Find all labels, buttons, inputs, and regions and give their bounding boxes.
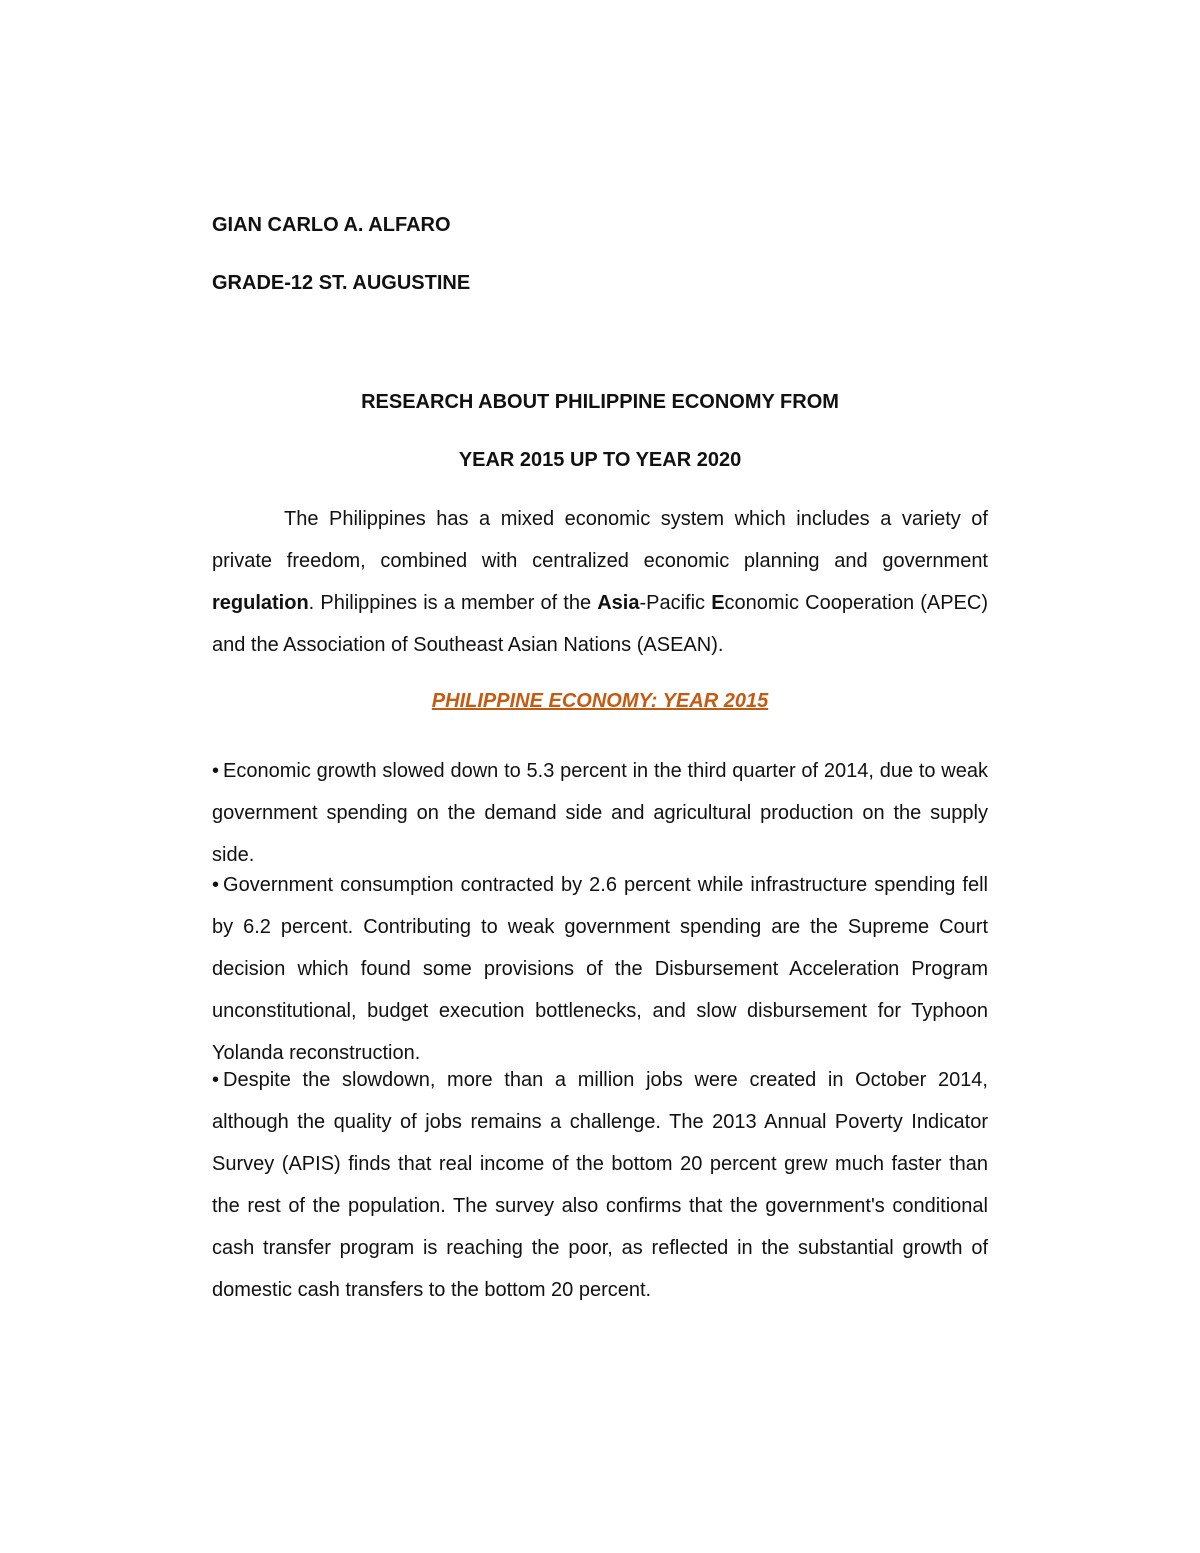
document-title-line-2: YEAR 2015 UP TO YEAR 2020 — [458, 449, 742, 471]
section-heading: PHILIPPINE ECONOMY: YEAR 2015 — [431, 690, 769, 712]
bullet-icon: • — [212, 874, 220, 896]
intro-text-4: conomic Cooperation (APEC) and the Association of Southeast Asian Nations (ASEAN). — [212, 592, 988, 656]
bullet-text-3: Despite the slowdown, more than a million jobs were created in October 2014, although the quality of jobs remains a challenge. The 2013 Annual Poverty Indicator Survey (APIS) finds that real income of the bottom 20 percent grew much faster than the rest of the population. The survey also confirms that the government's conditional cash transfer program is reaching the poor, as reflected in the substantial growth of domestic cash transfers to the bottom 20 percent. — [212, 1069, 988, 1301]
bullet-text-1: Economic growth slowed down to 5.3 percent in the third quarter of 2014, due to weak government spending on the demand side and agricultural production on the supply side. — [212, 760, 988, 866]
bullet-paragraph-2 — [212, 864, 988, 1074]
bullet-text-2: Government consumption contracted by 2.6 percent while infrastructure spending fell by 6.2 percent. Contributing to weak government spending are the Supreme Court decision which found some provisions of the Disbursement Acceleration Program unconstitutional, budget execution bottlenecks, and slow disbursement for Typhoon Yolanda reconstruction. — [212, 874, 988, 1064]
bullet-paragraph-1 — [212, 750, 988, 876]
intro-text-3: -Pacific — [639, 592, 712, 614]
intro-bold-asia: Asia — [597, 592, 640, 614]
intro-bold-e: E — [711, 592, 725, 614]
bullet-paragraph-3 — [212, 1059, 988, 1311]
author-grade-section: GRADE-12 ST. AUGUSTINE — [212, 272, 471, 294]
intro-text-1: The Philippines has a mixed economic system which includes a variety of private freedom, combined with centralized economic planning and government — [212, 508, 988, 572]
bullet-icon: • — [212, 760, 220, 782]
bullet-icon: • — [212, 1069, 220, 1091]
author-name: GIAN CARLO A. ALFARO — [212, 214, 451, 236]
intro-text-2: . Philippines is a member of the — [308, 592, 598, 614]
intro-paragraph — [212, 498, 988, 666]
intro-bold-regulation: regulation — [212, 592, 309, 614]
document-title-line-1: RESEARCH ABOUT PHILIPPINE ECONOMY FROM — [361, 391, 839, 413]
